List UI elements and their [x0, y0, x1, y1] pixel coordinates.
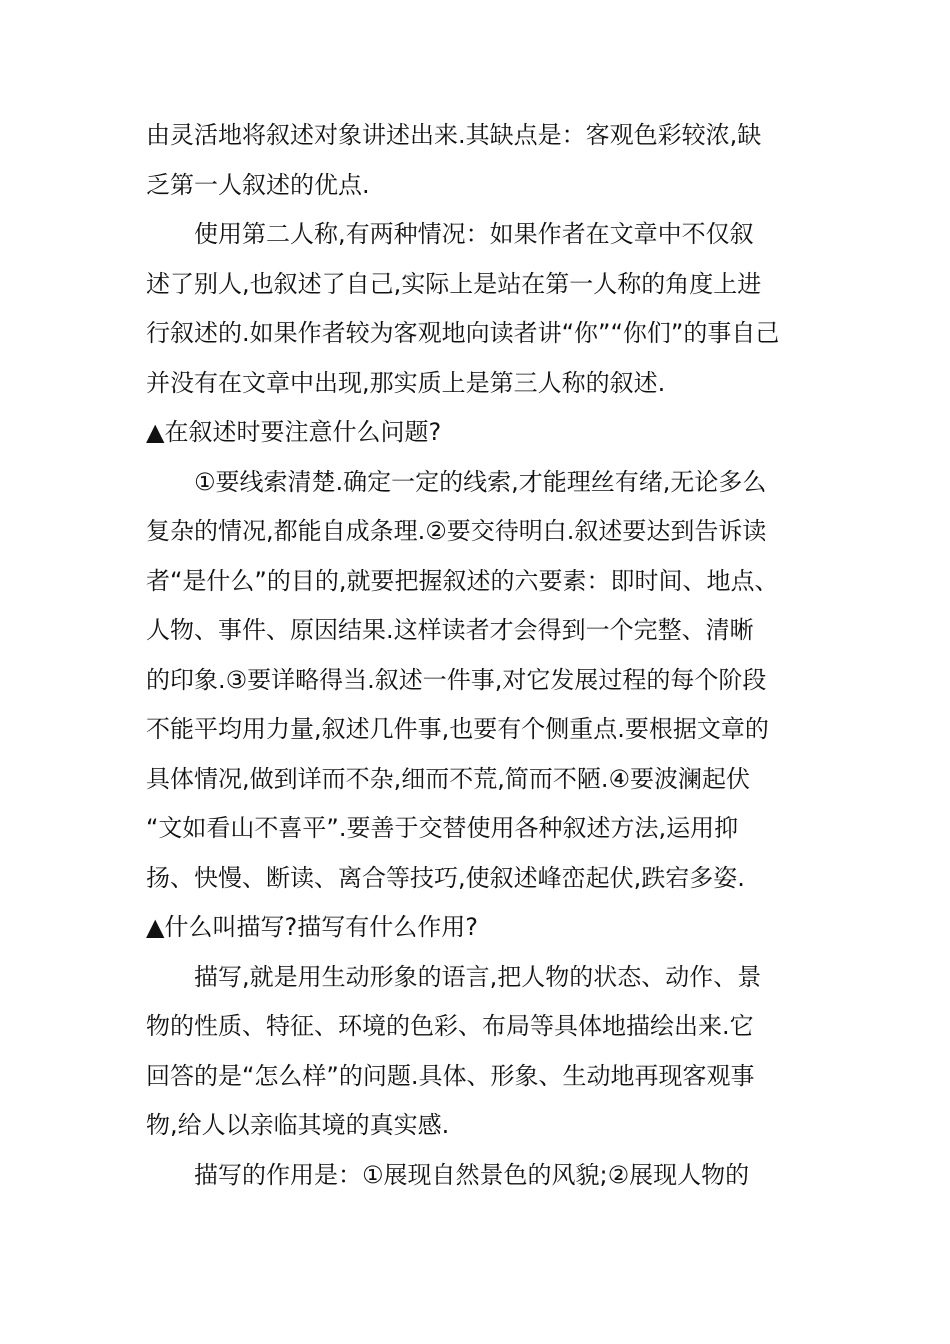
text-line: 物,给人以亲临其境的真实感. [146, 1111, 450, 1139]
text-line: “文如看山不喜平”.要善于交替使用各种叙述方法,运用抑 [146, 814, 739, 842]
document-body [146, 111, 806, 1200]
text-line: 人物、事件、原因结果.这样读者才会得到一个完整、清晰 [146, 616, 754, 644]
text-line: 不能平均用力量,叙述几件事,也要有个侧重点.要根据文章的 [146, 715, 769, 743]
text-line: 述了别人,也叙述了自己,实际上是站在第一人称的角度上进 [146, 269, 762, 298]
section-heading: ▲在叙述时要注意什么问题? [146, 418, 442, 446]
text-line: 的印象.③要详略得当.叙述一件事,对它发展过程的每个阶段 [146, 665, 767, 694]
section-heading: ▲什么叫描写?描写有什么作用? [146, 913, 478, 941]
text-line: 由灵活地将叙述对象讲述出来.其缺点是：客观色彩较浓,缺 [146, 121, 762, 149]
text-line: 扬、快慢、断读、离合等技巧,使叙述峰峦起伏,跌宕多姿. [146, 863, 745, 892]
text-line: 行叙述的.如果作者较为客观地向读者讲“你”“你们”的事自己 [146, 319, 780, 347]
paragraph-start-line: 使用第二人称,有两种情况：如果作者在文章中不仅叙 [194, 220, 754, 248]
text-line: 回答的是“怎么样”的问题.具体、形象、生动地再现客观事 [146, 1061, 755, 1090]
text-line: 乏第一人叙述的优点. [146, 170, 370, 199]
text-line: 具体情况,做到详而不杂,细而不荒,简而不陋.④要波澜起伏 [146, 764, 751, 793]
paragraph-start-line: 描写,就是用生动形象的语言,把人物的状态、动作、景 [194, 962, 762, 991]
text-line: 并没有在文章中出现,那实质上是第三人称的叙述. [146, 368, 666, 397]
text-line: 复杂的情况,都能自成条理.②要交待明白.叙述要达到告诉读 [146, 517, 767, 545]
paragraph-start-line: ①要线索清楚.确定一定的线索,才能理丝有绪,无论多么 [194, 467, 767, 496]
text-line: 物的性质、特征、环境的色彩、布局等具体地描绘出来.它 [146, 1012, 754, 1040]
text-line: 者“是什么”的目的,就要把握叙述的六要素：即时间、地点、 [146, 566, 779, 595]
paragraph-start-line: 描写的作用是：①展现自然景色的风貌;②展现人物的 [194, 1160, 750, 1189]
